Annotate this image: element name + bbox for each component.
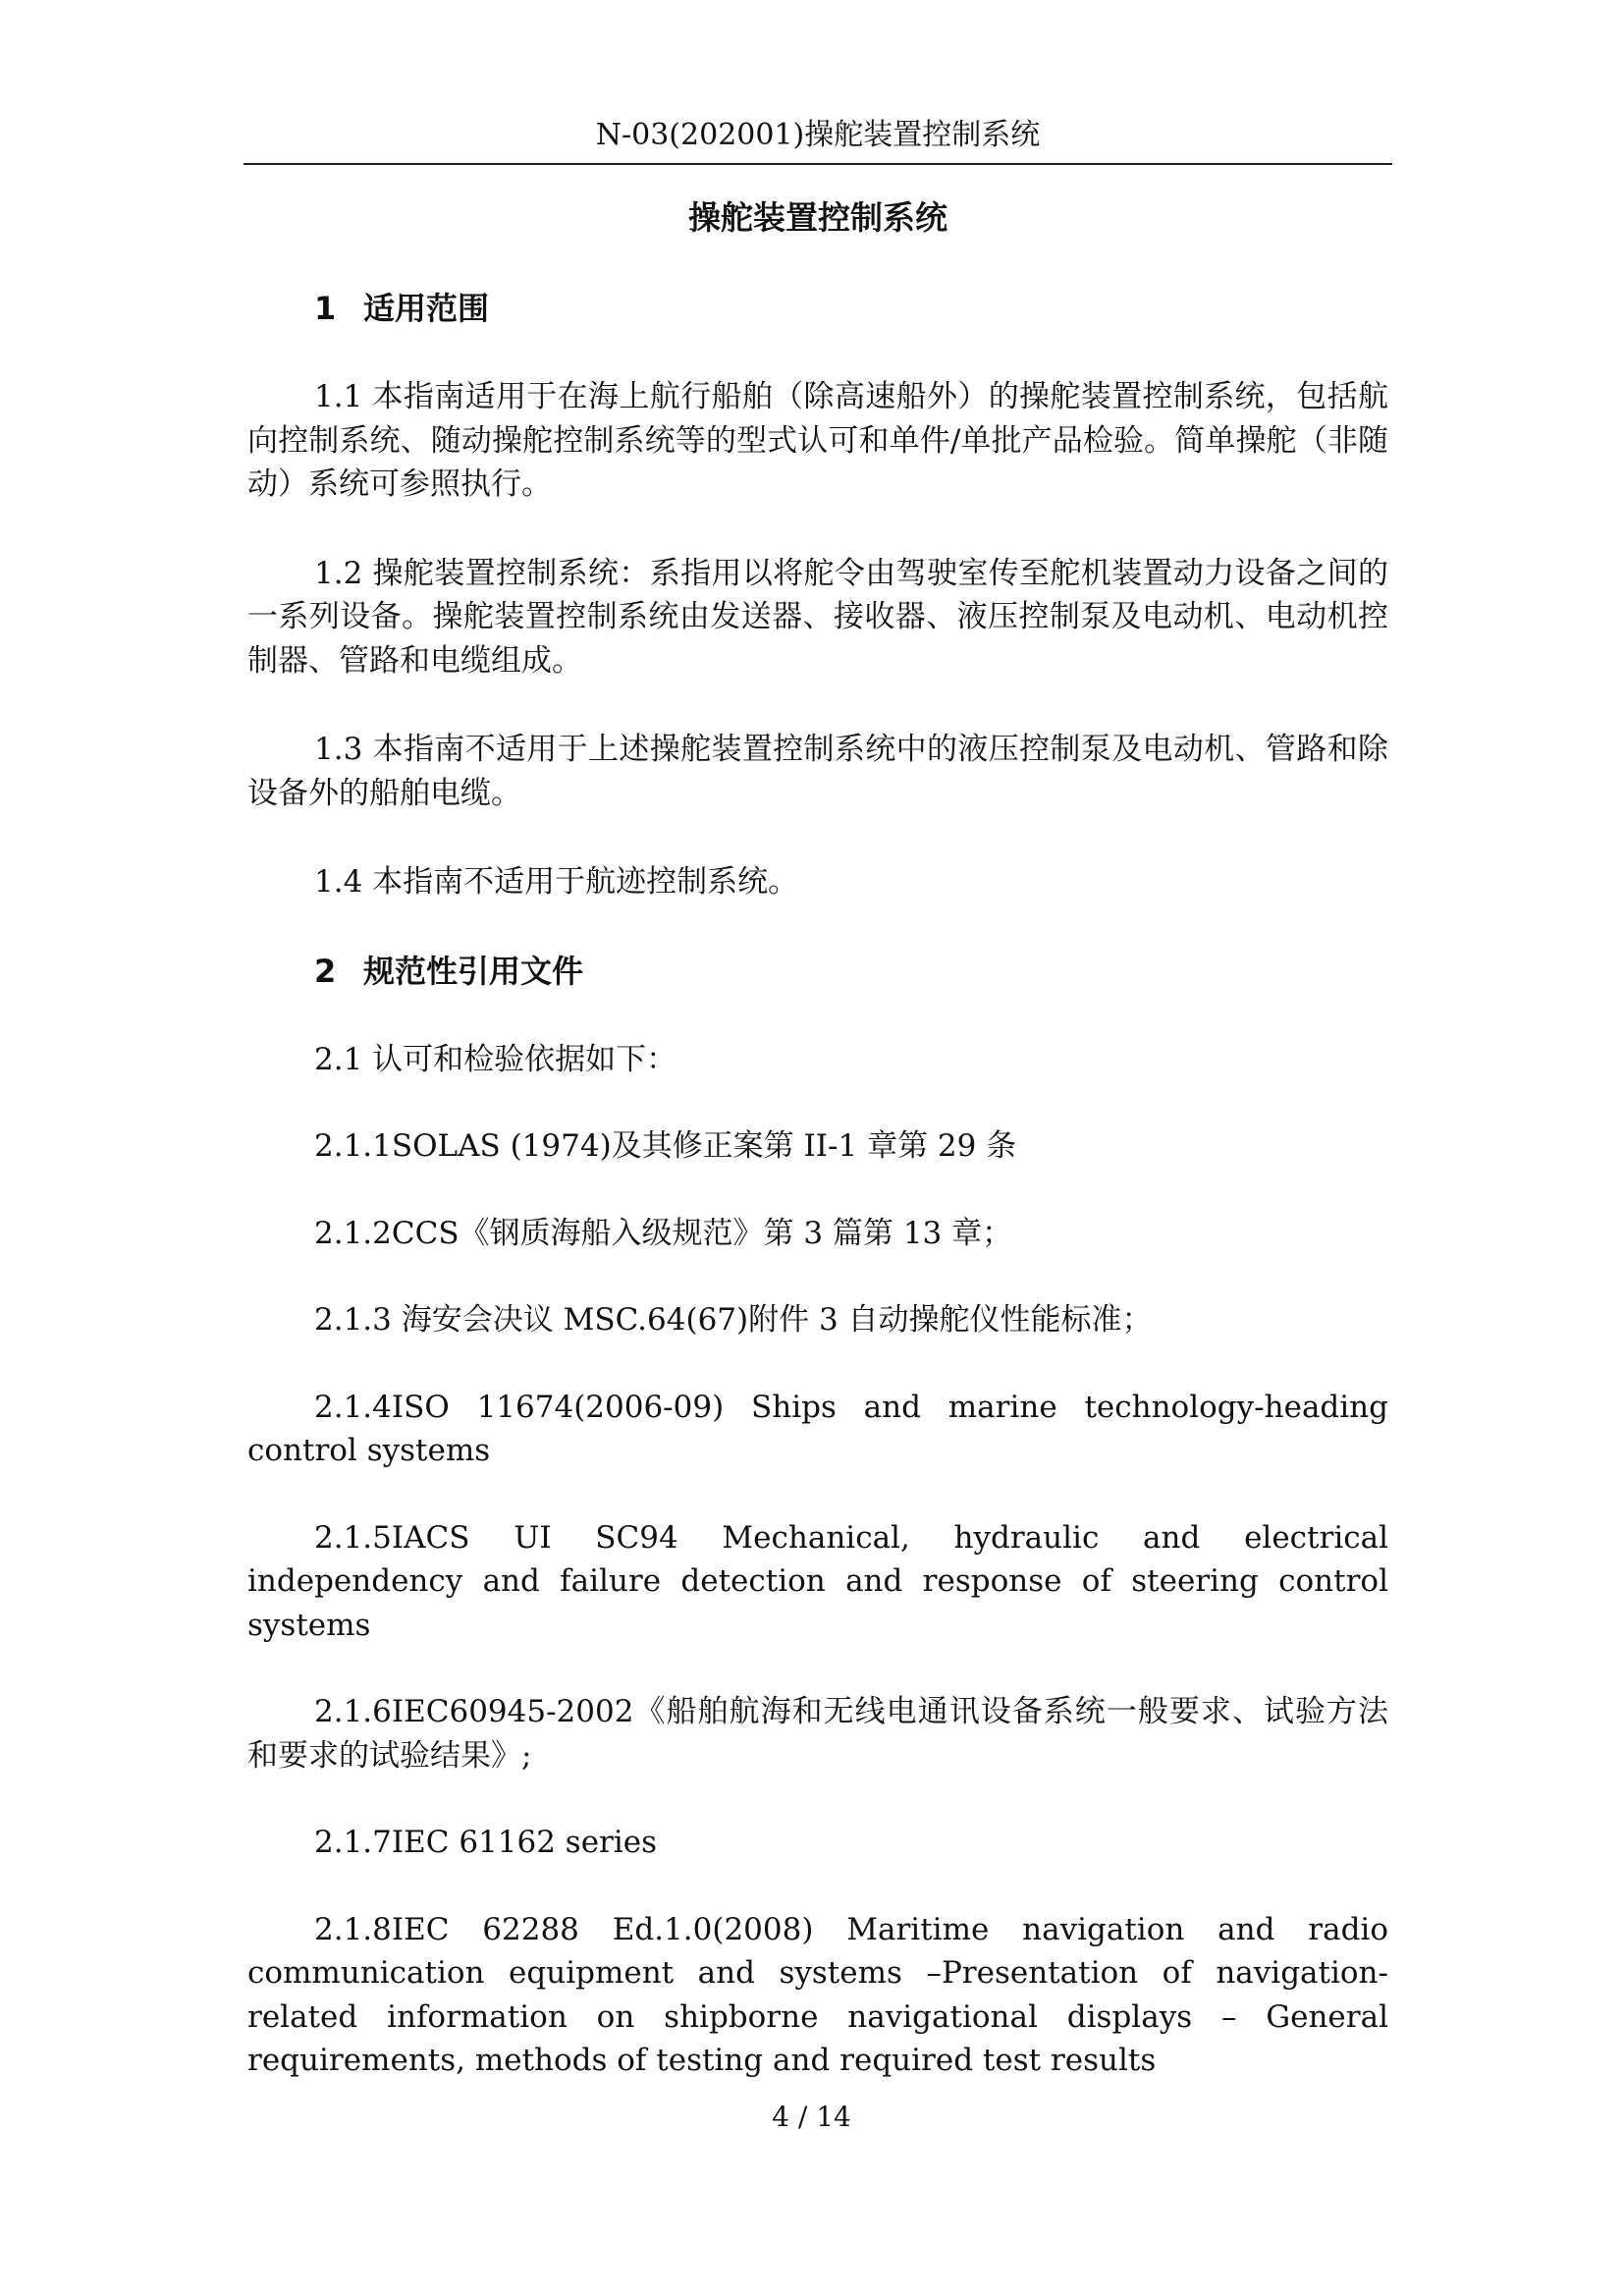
- paragraph-1-2: 1.2 操舵装置控制系统：系指用以将舵令由驾驶室传至舵机装置动力设备之间的一系列设备。操舵装置控制系统由发送器、接收器、液压控制泵及电动机、电动机控制器、管路和电缆组成。: [247, 555, 1388, 679]
- paragraph-2-1-3: 2.1.3 海安会决议 MSC.64(67)附件 3 自动操舵仪性能标准；: [314, 1302, 1153, 1338]
- document-body: [247, 196, 1388, 2126]
- paragraph-2-1: 2.1 认可和检验依据如下：: [314, 1041, 677, 1077]
- paragraph-1-4: 1.4 本指南不适用于航迹控制系统。: [314, 864, 799, 900]
- paragraph-2-1-1: 2.1.1SOLAS (1974)及其修正案第 II-1 章第 29 条: [314, 1128, 1017, 1164]
- paragraph-2-1-7: 2.1.7IEC 61162 series: [314, 1825, 658, 1860]
- running-header: [243, 116, 1392, 165]
- section-title: 适用范围: [363, 290, 490, 327]
- page-number: 4 / 14: [772, 2101, 851, 2133]
- paragraph-2-1-5: 2.1.5IACS UI SC94 Mechanical, hydraulic and electrical independency and failure detection and response of steering control systems: [247, 1519, 1388, 1643]
- document-title: 操舵装置控制系统: [688, 198, 947, 237]
- running-header-title: N-03(202001)操舵装置控制系统: [595, 118, 1041, 152]
- paragraph-1-3: 1.3 本指南不适用于上述操舵装置控制系统中的液压控制泵及电动机、管路和除设备外的船舶电缆。: [247, 732, 1388, 811]
- paragraph-2-1-4: 2.1.4ISO 11674(2006-09) Ships and marine technology-heading control systems: [247, 1389, 1388, 1468]
- section-heading-1: [247, 287, 1388, 330]
- paragraph-2-1-2: 2.1.2CCS《钢质海船入级规范》第 3 篇第 13 章；: [314, 1215, 1013, 1251]
- paragraph-1-1: 1.1 本指南适用于在海上航行船舶（除高速船外）的操舵装置控制系统，包括航向控制系统、随动操舵控制系统等的型式认可和单件/单批产品检验。简单操舵（非随动）系统可参照执行。: [247, 379, 1388, 502]
- section-number: 2: [314, 952, 337, 990]
- section-number: 1: [314, 290, 337, 327]
- paragraph-2-1-8: 2.1.8IEC 62288 Ed.1.0(2008) Maritime navigation and radio communication equipment and systems –Presentation of navigation-related information on shipborne navigational displays – General requirements, methods of testing and required test results: [247, 1911, 1388, 2078]
- section-title: 规范性引用文件: [363, 952, 584, 990]
- section-heading-2: [247, 950, 1388, 993]
- paragraph-2-1-6: 2.1.6IEC60945-2002《船舶航海和无线电通讯设备系统一般要求、试验方法和要求的试验结果》;: [247, 1694, 1388, 1774]
